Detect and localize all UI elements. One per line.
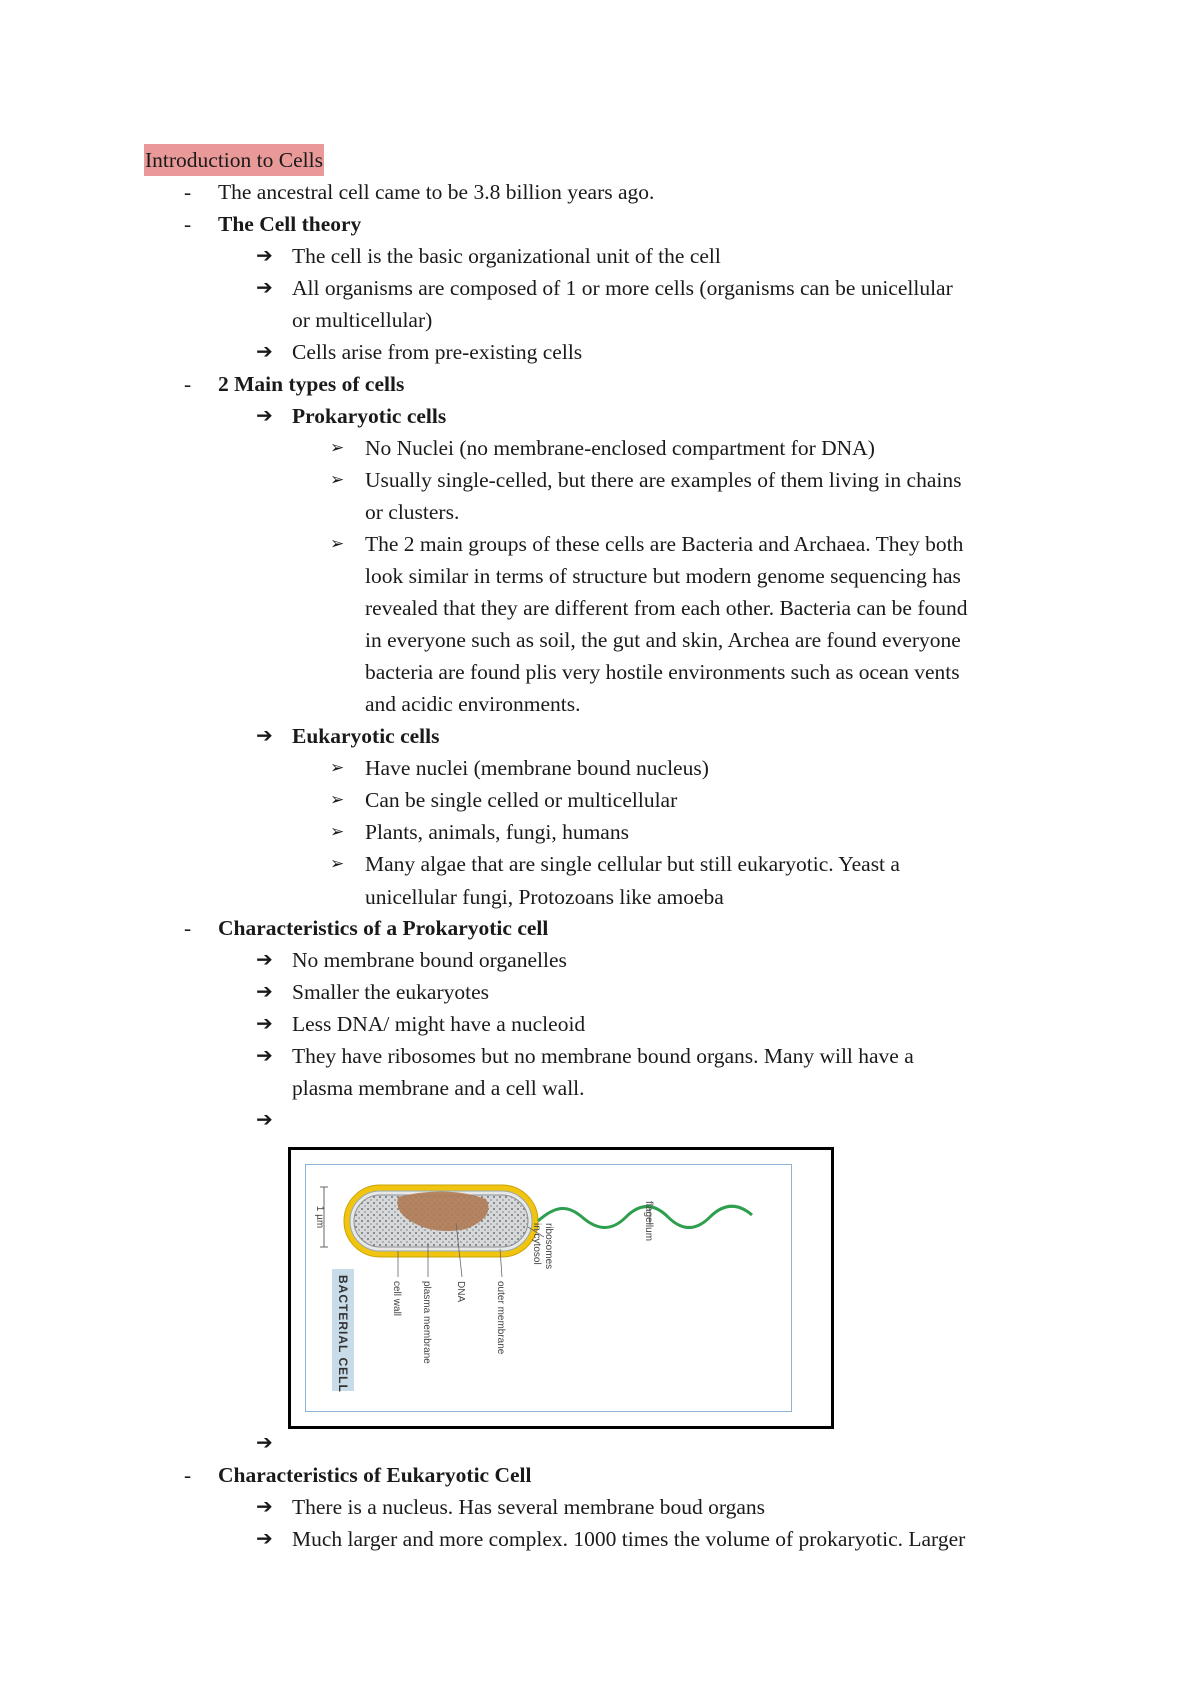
list-item: They have ribosomes but no membrane bound organs. Many will have a [292,1044,914,1068]
intro-text: The ancestral cell came to be 3.8 billion years ago. [218,180,655,204]
list-item-continuation: look similar in terms of structure but modern genome sequencing has [365,564,961,588]
dash-bullet: - [184,1463,192,1487]
triangle-bullet: ➢ [330,758,345,777]
arrow-bullet: ➔ [256,277,273,299]
list-item-continuation: and acidic environments. [365,692,581,716]
list-item: The 2 main groups of these cells are Bacteria and Archaea. They both [365,532,964,556]
list-item: There is a nucleus. Has several membrane boud organs [292,1495,766,1519]
label-cell-wall: cell wall [391,1281,402,1317]
list-item: The cell is the basic organizational unit of the cell [292,244,721,268]
arrow-bullet: ➔ [256,981,273,1003]
triangle-bullet: ➢ [330,822,345,841]
list-item: Much larger and more complex. 1000 times the volume of prokaryotic. Larger [292,1527,966,1551]
cell-theory-heading: The Cell theory [218,212,362,236]
list-item: All organisms are composed of 1 or more cells (organisms can be unicellular [292,276,953,300]
arrow-bullet: ➔ [256,1109,273,1131]
list-item: No Nuclei (no membrane-enclosed compartment for DNA) [365,436,875,460]
label-dna: DNA [455,1281,466,1303]
arrow-bullet: ➔ [256,949,273,971]
arrow-bullet: ➔ [256,245,273,267]
dash-bullet: - [184,372,192,396]
arrow-bullet: ➔ [256,1496,273,1518]
list-item-continuation: or clusters. [365,500,460,524]
eukaryotic-characteristics-heading: Characteristics of Eukaryotic Cell [218,1463,532,1487]
list-item: Less DNA/ might have a nucleoid [292,1012,586,1036]
list-item: Plants, animals, fungi, humans [365,820,629,844]
list-item: Smaller the eukaryotes [292,980,490,1004]
arrow-bullet: ➔ [256,341,273,363]
arrow-bullet: ➔ [256,1013,273,1035]
label-outer-membrane: outer membrane [495,1281,506,1355]
list-item-continuation: plasma membrane and a cell wall. [292,1076,585,1100]
label-in-cytosol: in cytosol [531,1223,542,1265]
triangle-bullet: ➢ [330,470,345,489]
main-types-heading: 2 Main types of cells [218,372,405,396]
list-item-continuation: revealed that they are different from each other. Bacteria can be found [365,596,968,620]
list-item-continuation: unicellular fungi, Protozoans like amoeba [365,885,724,909]
arrow-bullet: ➔ [256,1528,273,1550]
list-item-continuation: in everyone such as soil, the gut and skin, Archea are found everyone [365,628,961,652]
page-title: Introduction to Cells [144,144,324,176]
eukaryotic-heading: Eukaryotic cells [292,724,440,748]
triangle-bullet: ➢ [330,534,345,553]
scale-label: 1 µm [314,1205,325,1229]
list-item-continuation: or multicellular) [292,308,433,332]
arrow-bullet: ➔ [256,1432,273,1454]
triangle-bullet: ➢ [330,854,345,873]
label-plasma-membrane: plasma membrane [421,1281,432,1364]
side-label: BACTERIAL CELL [336,1275,350,1393]
list-item: Can be single celled or multicellular [365,788,678,812]
dash-bullet: - [184,212,192,236]
prokaryotic-heading: Prokaryotic cells [292,404,447,428]
list-item: Many algae that are single cellular but still eukaryotic. Yeast a [365,852,900,876]
bacterial-cell-diagram [306,1165,793,1413]
triangle-bullet: ➢ [330,790,345,809]
list-item-continuation: bacteria are found plis very hostile environments such as ocean vents [365,660,960,684]
label-flagellum: flagellum [643,1201,654,1242]
prokaryotic-characteristics-heading: Characteristics of a Prokaryotic cell [218,916,549,940]
figure-panel [305,1164,792,1412]
list-item: Have nuclei (membrane bound nucleus) [365,756,709,780]
list-item: Usually single-celled, but there are examples of them living in chains [365,468,962,492]
dash-bullet: - [184,180,192,204]
list-item: Cells arise from pre-existing cells [292,340,583,364]
label-ribosomes: ribosomes [543,1223,554,1270]
triangle-bullet: ➢ [330,438,345,457]
arrow-bullet: ➔ [256,725,273,747]
arrow-bullet: ➔ [256,405,273,427]
list-item: No membrane bound organelles [292,948,567,972]
bacterial-cell-figure [288,1147,834,1429]
arrow-bullet: ➔ [256,1045,273,1067]
dash-bullet: - [184,916,192,940]
